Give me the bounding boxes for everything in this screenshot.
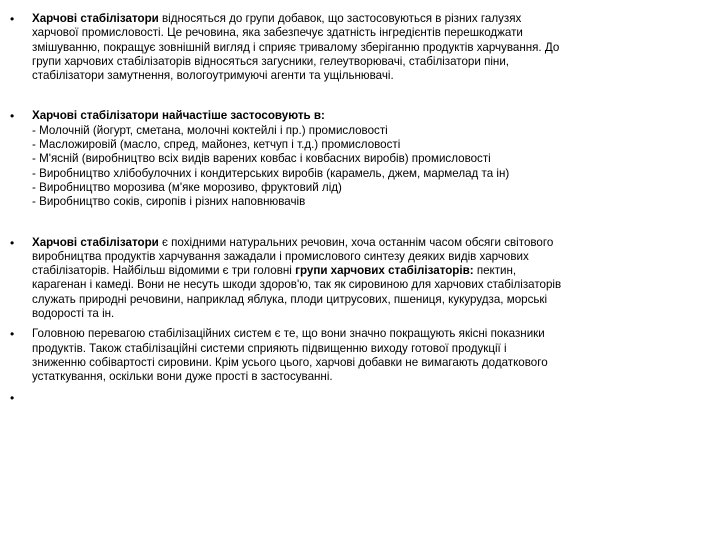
bullet-empty <box>10 391 700 405</box>
bold-term: Харчові стабілізатори <box>32 235 159 249</box>
text-line: карагенан і камеді. Вони не несуть шкоди здоров'ю, так як сировиною для харчових стабілізаторів <box>32 278 562 292</box>
text-line: стабілізаторів. Найбільш відомими є три головні групи харчових стабілізаторів: пектин, <box>32 264 517 278</box>
bold-heading: Харчові стабілізатори найчастіше застосовують в: <box>32 109 325 123</box>
text-line <box>32 109 700 123</box>
bullet-dot: • <box>10 390 15 405</box>
list-item: - Виробництво хлібобулочних і кондитерських виробів (карамель, джем, мармелад та ін) <box>32 166 510 180</box>
text-line: змішуванню, покращує зовнішній вигляд і сприяє тривалому зберіганню продуктів харчування. До <box>32 40 560 54</box>
list-item: - Молочній (йогурт, сметана, молочні коктейлі і пр.) промисловості <box>32 123 388 137</box>
bold-term: групи харчових стабілізаторів: <box>295 264 474 278</box>
text-line: продуктів. Також стабілізаційні системи сприяють підвищенню виходу готової продукції і <box>32 341 507 355</box>
bullet-dot: • <box>10 12 15 26</box>
text-line: групи харчових стабілізаторів відносяться загусники, гелеутворювачі, стабілізатори піни, <box>32 54 510 68</box>
text-line: зниженню собівартості сировини. Крім усього цього, харчові добавки не вимагають додаткового <box>32 355 548 369</box>
bullet-advantages <box>10 327 700 384</box>
bullet-stabilizers-definition <box>10 12 700 83</box>
list-item: - Виробництво соків, сиропів і різних наповнювачів <box>32 195 306 209</box>
text-line: стабілізатори замутнення, вологоутримуючі агенти та ущільнювачі. <box>32 69 394 83</box>
slide-content <box>10 12 700 405</box>
text-line: Харчові стабілізатори відносяться до групи добавок, що застосовуються в різних галузях <box>32 12 522 25</box>
text-line: Головною перевагою стабілізаційних систем є те, що вони значно покращують якісні показники <box>32 327 545 341</box>
text-line: устаткування, оскільки вони дуже прості в застосуванні. <box>32 370 333 384</box>
bullet-applications <box>10 109 700 209</box>
bullet-dot: • <box>10 109 15 124</box>
bold-term: Харчові стабілізатори <box>32 12 159 25</box>
list-item: - М'ясній (виробництво всіх видів варених ковбас і ковбасних виробів) промисловості <box>32 152 491 166</box>
text-line: служать природні речовини, наприклад яблука, плоди цитрусових, пшениця, кукурудза, морські <box>32 292 548 306</box>
bullet-dot: • <box>10 327 15 342</box>
text-line: харчової промисловості. Це речовина, яка забезпечує здатність інгредієнтів перешкоджати <box>32 26 523 40</box>
list-item: - Масложировій (масло, спред, майонез, кетчуп і т.д.) промисловості <box>32 138 401 152</box>
text-line: водорості та ін. <box>32 307 115 321</box>
bullet-dot: • <box>10 235 15 250</box>
bullet-natural-origin <box>10 236 700 322</box>
list-item: - Виробництво морозива (м'яке морозиво, фруктовий лід) <box>32 180 342 194</box>
text-line: Харчові стабілізатори є похідними натуральних речовин, хоча останнім часом обсяги світового <box>32 235 554 249</box>
text-line: виробництва продуктів харчування зажадали і промислового синтезу деяких видів харчових <box>32 249 529 263</box>
